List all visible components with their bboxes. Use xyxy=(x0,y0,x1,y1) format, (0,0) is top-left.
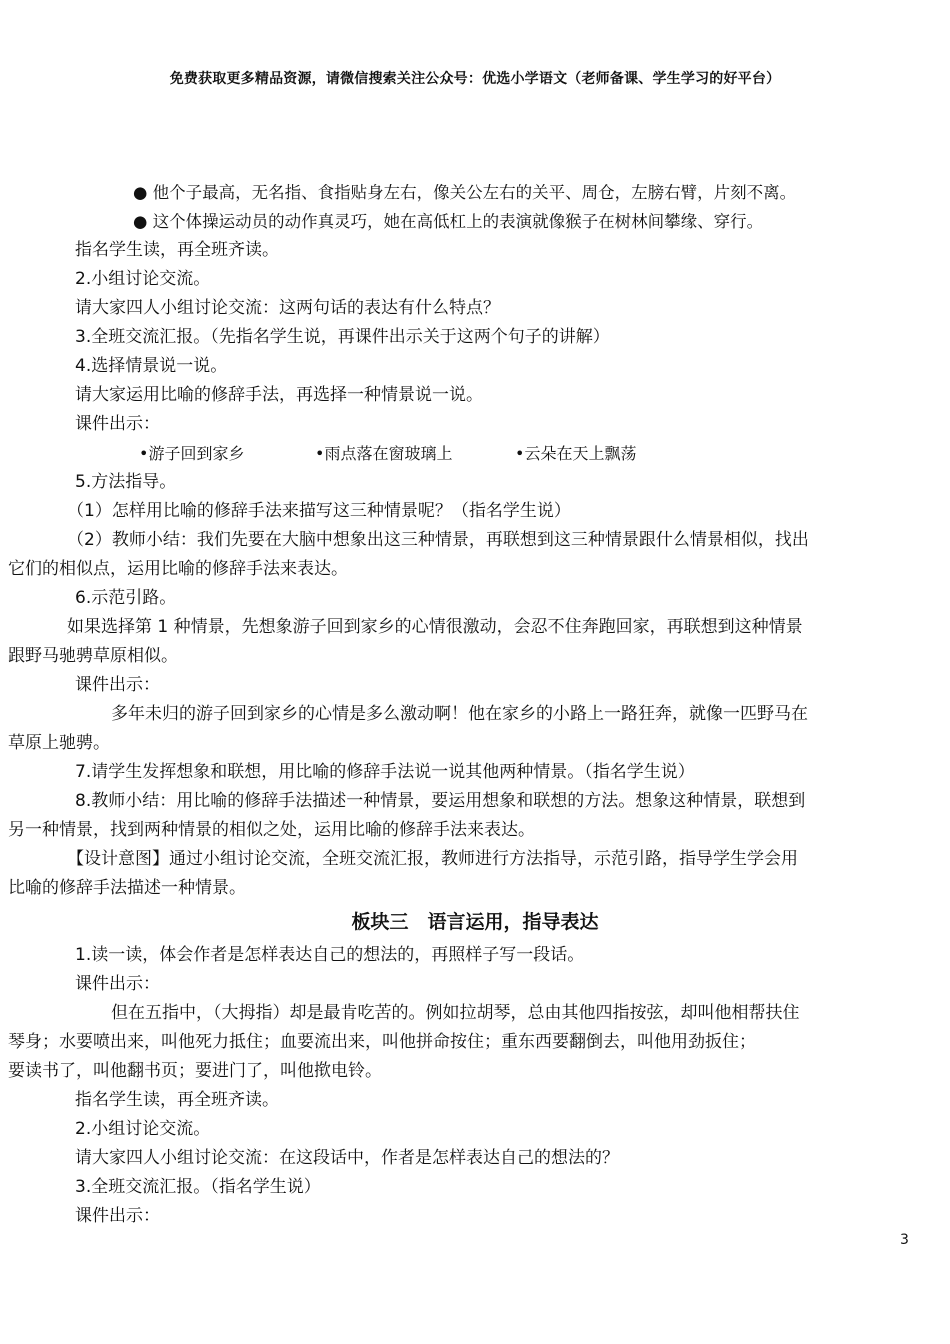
step-heading: 1.读一读，体会作者是怎样表达自己的想法的，再照样子写一段话。 xyxy=(75,945,585,965)
example-paragraph: 但在五指中，（大拇指）却是最肯吃苦的。例如拉胡琴，总由其他四指按弦，却叫他相帮扶住 xyxy=(111,1003,800,1023)
page-number: 3 xyxy=(900,1232,909,1248)
scene-option-1: •游子回到家乡 xyxy=(139,444,245,463)
scene-options xyxy=(75,439,910,468)
step-heading: 6.示范引路。 xyxy=(75,588,177,608)
courseware-label: 课件出示： xyxy=(75,1206,160,1226)
design-intent: 【设计意图】通过小组讨论交流，全班交流汇报，教师进行方法指导，示范引路，指导学生学会用 xyxy=(67,849,798,869)
scene-option-3: •云朵在天上飘荡 xyxy=(515,444,637,463)
example-paragraph: 多年未归的游子回到家乡的心情是多么激动啊！他在家乡的小路上一路狂奔，就像一匹野马在 xyxy=(111,704,808,724)
text-line: 请大家四人小组讨论交流：这两句话的表达有什么特点？ xyxy=(75,298,500,318)
step-heading: 2.小组讨论交流。 xyxy=(75,269,211,289)
example-sentence-1: ● 他个子最高，无名指、食指贴身左右，像关公左右的关平、周仓，左膀右臂，片刻不离。 xyxy=(133,183,797,202)
example-paragraph: 草原上驰骋。 xyxy=(8,733,110,753)
text-line: 指名学生读，再全班齐读。 xyxy=(75,240,279,260)
courseware-label: 课件出示： xyxy=(75,675,160,695)
text-line: 另一种情景，找到两种情景的相似之处，运用比喻的修辞手法来表达。 xyxy=(8,820,535,840)
text-line: （1）怎样用比喻的修辞手法来描写这三种情景呢？（指名学生说） xyxy=(67,501,571,521)
text-line: 它们的相似点，运用比喻的修辞手法来表达。 xyxy=(8,559,348,579)
example-paragraph: 要读书了，叫他翻书页；要进门了，叫他揿电铃。 xyxy=(8,1061,382,1081)
text-line: 请大家运用比喻的修辞手法，再选择一种情景说一说。 xyxy=(75,385,483,405)
step-heading: 8.教师小结：用比喻的修辞手法描述一种情景，要运用想象和联想的方法。想象这种情景，联想到 xyxy=(75,791,806,811)
text-line: 如果选择第 1 种情景，先想象游子回到家乡的心情很激动，会忍不住奔跑回家，再联想到这种情景 xyxy=(67,617,803,637)
step-heading: 3.全班交流汇报。（指名学生说） xyxy=(75,1177,321,1197)
text-line: 跟野马驰骋草原相似。 xyxy=(8,646,178,666)
step-heading: 5.方法指导。 xyxy=(75,472,177,492)
courseware-label: 课件出示： xyxy=(75,974,160,994)
example-paragraph: 琴身；水要喷出来，叫他死力抵住；血要流出来，叫他拼命按住；重东西要翻倒去，叫他用劲扳住； xyxy=(8,1032,756,1052)
courseware-label: 课件出示： xyxy=(75,414,160,434)
step-heading: 3.全班交流汇报。（先指名学生说，再课件出示关于这两个句子的讲解） xyxy=(75,327,610,347)
step-heading: 4.选择情景说一说。 xyxy=(75,356,228,376)
step-heading: 7.请学生发挥想象和联想，用比喻的修辞手法说一说其他两种情景。（指名学生说） xyxy=(75,762,695,782)
design-intent: 比喻的修辞手法描述一种情景。 xyxy=(8,878,246,898)
step-heading: 2.小组讨论交流。 xyxy=(75,1119,211,1139)
text-line: 请大家四人小组讨论交流：在这段话中，作者是怎样表达自己的想法的？ xyxy=(75,1148,619,1168)
example-sentence-2: ● 这个体操运动员的动作真灵巧，她在高低杠上的表演就像猴子在树林间攀缘、穿行。 xyxy=(133,212,764,231)
text-line: 指名学生读，再全班齐读。 xyxy=(75,1090,279,1110)
page-header-promo: 免费获取更多精品资源，请微信搜索关注公众号：优选小学语文（老师备课、学生学习的好平台） xyxy=(169,71,781,87)
scene-option-2: •雨点落在窗玻璃上 xyxy=(315,444,453,463)
document-body xyxy=(8,178,910,1231)
text-line: （2）教师小结：我们先要在大脑中想象出这三种情景，再联想到这三种情景跟什么情景相似，找出 xyxy=(67,530,809,550)
section-title: 板块三 语言运用，指导表达 xyxy=(351,911,599,933)
